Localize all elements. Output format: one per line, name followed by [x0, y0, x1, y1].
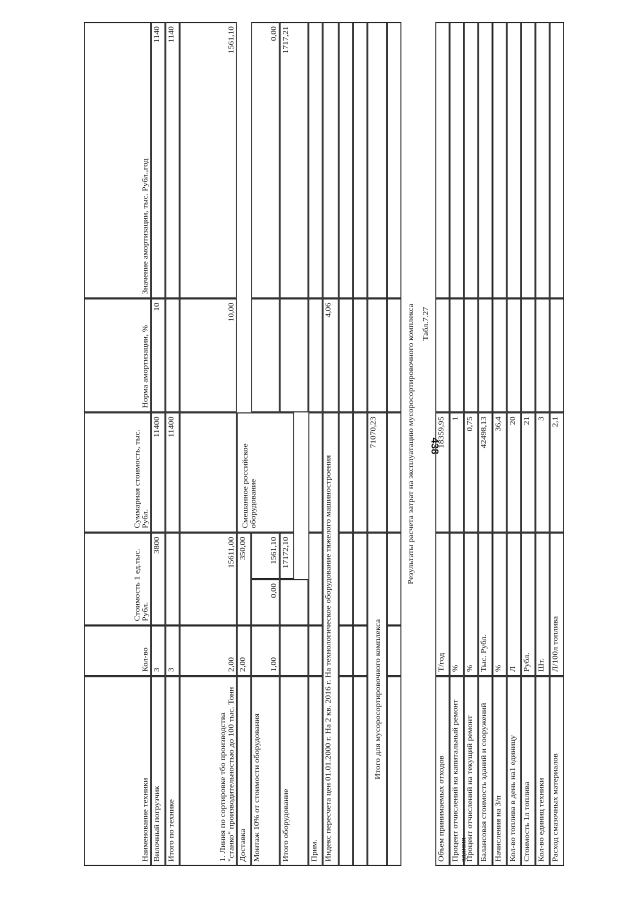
t2-row1-x1: [450, 298, 464, 412]
row-install-rate: [251, 298, 280, 412]
row-line-unit-cost: 15611,00: [180, 533, 237, 626]
t2-row1-x2: [450, 22, 464, 298]
empty-row-a3: [339, 533, 353, 626]
row-forklift-total: 11400: [151, 412, 165, 532]
rotated-document: [84, 22, 564, 866]
row-install-unit-cost: 0,00: [251, 579, 280, 625]
t2-row8-unit: Л/100л топлива: [550, 533, 564, 676]
row-line-amort: 1561,10: [180, 22, 237, 298]
t2-row3-name: Балансовая стоимость зданий и сооружений: [478, 676, 492, 866]
table2-label: Табл.7.27: [421, 306, 430, 341]
t2-row7-x2: [535, 22, 549, 298]
t2-row0-value: 18359,95: [435, 412, 449, 532]
t2-row4-value: 36,4: [492, 412, 506, 532]
t2-row5-name: Кол-во топлива в день на1 единицу: [507, 676, 521, 866]
merged-note: Смешанное российское оборудование: [237, 412, 294, 532]
t2-row8-x2: [550, 22, 564, 298]
empty-row-a2: [339, 625, 353, 676]
t2-row4-x1: [492, 298, 506, 412]
empty-row-a1: [339, 676, 353, 866]
row-forklift-qty: 3: [151, 625, 165, 676]
empty-row-c3: [387, 533, 401, 626]
row-note-rate: [308, 298, 322, 412]
header-unit-cost: Стоимость 1 ед.тыс. Рубл.: [84, 533, 151, 626]
row-equip-total-total-part: 17172,10: [280, 533, 294, 579]
empty-row-a4: [339, 412, 353, 532]
row-line-total: [180, 412, 237, 532]
row-delivery-unit-cost: 350,00: [237, 533, 251, 626]
t2-row8-name: Расход смазочных материалов: [550, 676, 564, 866]
t2-row6-x1: [521, 298, 535, 412]
empty-row-b1: [353, 676, 367, 866]
t2-row8-value: 2,1: [550, 412, 564, 532]
complex-total-name: Итого для мусоросортировочного комплекса: [367, 533, 387, 866]
empty-row-c1: [387, 676, 401, 866]
row-forklift-name: Вилочный погрузчик: [151, 676, 165, 866]
empty-row-b6: [353, 22, 367, 298]
t2-row6-unit: Рубл.: [521, 533, 535, 676]
row-equip-total-qty: [280, 625, 309, 676]
complex-total-rate: [367, 298, 387, 412]
t2-row0-name: Объем принимаемых отходов: [435, 676, 449, 866]
table-canvas: [84, 0, 564, 866]
empty-row-b4: [353, 412, 367, 532]
row-delivery-qty: 2,00: [237, 625, 251, 676]
page-number: 438: [428, 437, 440, 455]
row-tech-total-qty: 3: [165, 625, 179, 676]
index-row-empty: [323, 22, 339, 298]
header-rate: Норма амортизации, %: [84, 298, 151, 412]
t2-row1-unit: %: [450, 533, 464, 676]
t2-row1-name: Процент отчислений на капитальный ремонт здания: [450, 676, 464, 866]
table2-title: Результаты расчета затрат на эксплуатацию мусоросортировочного комплекса: [406, 303, 415, 585]
row-note-qty: [308, 625, 322, 676]
t2-row3-unit: Тыс. Рубл.: [478, 533, 492, 676]
empty-row-c6: [387, 22, 401, 298]
t2-row5-x1: [507, 298, 521, 412]
empty-row-b2: [353, 625, 367, 676]
t2-row7-x1: [535, 298, 549, 412]
row-tech-total-name: Итого по технике: [165, 676, 179, 866]
t2-row5-unit: Л: [507, 533, 521, 676]
row-forklift-amort: 1140: [151, 22, 165, 298]
t2-row4-unit: %: [492, 533, 506, 676]
header-amort: Значение амортизации, тыс. Рубл.,год: [84, 22, 151, 298]
row-equip-total-rate: [280, 298, 309, 412]
t2-row6-name: Стоимость 1л топлива: [521, 676, 535, 866]
row-install-amort: 0,00: [251, 22, 280, 298]
row-install-name: Монтаж 10% от стоимости оборудования: [251, 676, 280, 866]
empty-row-c2: [387, 625, 401, 676]
row-forklift-rate: 10: [151, 298, 165, 412]
header-name: Наименование техники: [84, 676, 151, 866]
t2-row7-name: Кол-во единиц техники: [535, 676, 549, 866]
row-tech-total-amort: 1140: [165, 22, 179, 298]
t2-row3-value: 42498,13: [478, 412, 492, 532]
t2-row7-unit: Шт.: [535, 533, 549, 676]
t2-row2-x2: [464, 22, 478, 298]
row-tech-total-total: 11400: [165, 412, 179, 532]
row-note-name: Прим.: [308, 676, 322, 866]
t2-row8-x1: [550, 298, 564, 412]
row-forklift-unit-cost: 3800: [151, 533, 165, 626]
index-row-text: Индекс пересчета цен 01.01.2000 г. На 2 кв. 2016 г. На технологическое оборудование тяжелого машиностроения: [323, 412, 339, 866]
empty-row-c5: [387, 298, 401, 412]
index-row-value: 4,06: [323, 298, 339, 412]
row-line-rate: 10,00: [180, 298, 237, 412]
t2-row1-value: 1: [450, 412, 464, 532]
t2-row0-x2: [435, 22, 449, 298]
t2-row6-x2: [521, 22, 535, 298]
t2-row3-x2: [478, 22, 492, 298]
t2-row5-x2: [507, 22, 521, 298]
t2-row7-value: 3: [535, 412, 549, 532]
t2-row0-x1: [435, 298, 449, 412]
t2-row2-unit: %: [464, 533, 478, 676]
row-line-name: 1. Линия по сортировке тбо производства "станко" производительностью до 100 тыс. Тонн: [180, 676, 237, 866]
t2-row2-value: 0,75: [464, 412, 478, 532]
header-total-cost: Суммарная стоимость, тыс. Рубл.: [84, 412, 151, 532]
row-tech-total-rate: [165, 298, 179, 412]
empty-row-b5: [353, 298, 367, 412]
empty-row-a6: [339, 22, 353, 298]
empty-row-a5: [339, 298, 353, 412]
row-equip-total-name: Итого оборудование: [280, 676, 309, 866]
row-note-unit: [308, 533, 322, 626]
row-tech-total-unit-cost: [165, 533, 179, 626]
row-note-amort: [308, 22, 322, 298]
t2-row4-name: Начисления на З/п: [492, 676, 506, 866]
t2-row6-value: 21: [521, 412, 535, 532]
row-delivery-name: Доставка: [237, 676, 251, 866]
complex-total-value: 71070,23: [367, 412, 387, 532]
empty-row-c4: [387, 412, 401, 532]
row-equip-total-amort: 1717,21: [280, 22, 309, 298]
row-note-total: [308, 412, 322, 532]
row-equip-total-unit-cost: [280, 579, 309, 625]
row-install-total-part: 1561,10: [251, 533, 280, 579]
empty-row-b3: [353, 533, 367, 626]
t2-row4-x2: [492, 22, 506, 298]
t2-row3-x1: [478, 298, 492, 412]
header-qty: Кол-во: [84, 625, 151, 676]
complex-total-amort: [367, 22, 387, 298]
row-line-qty: 2,00: [180, 625, 237, 676]
t2-row5-value: 20: [507, 412, 521, 532]
t2-row0-unit: T/год: [435, 533, 449, 676]
row-install-qty: 1,00: [251, 625, 280, 676]
t2-row2-x1: [464, 298, 478, 412]
t2-row2-name: Процент отчислений на текущий ремонт: [464, 676, 478, 866]
